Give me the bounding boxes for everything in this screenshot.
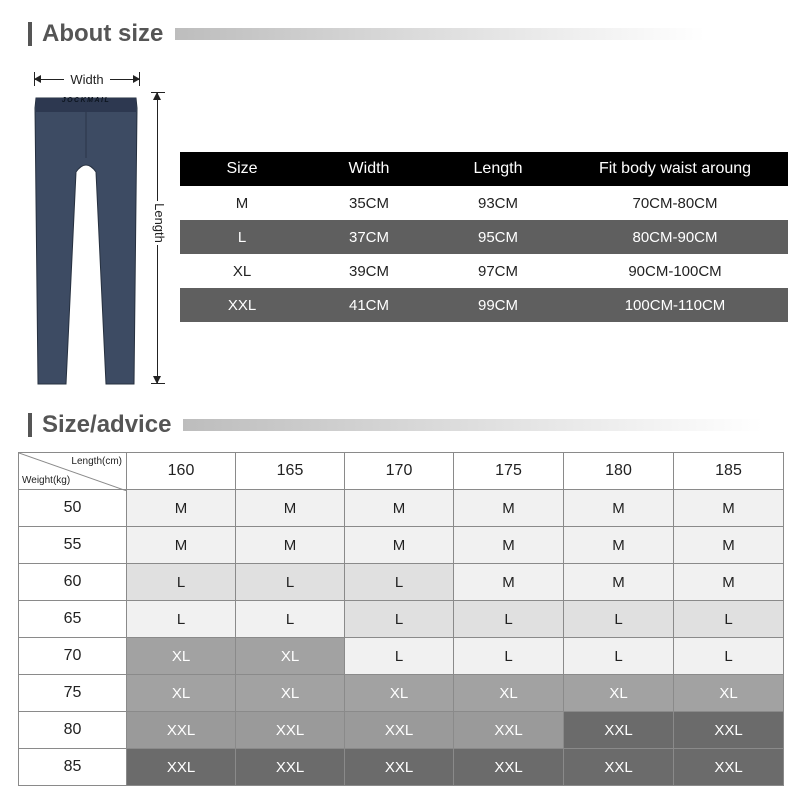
width-header: Width	[304, 152, 434, 186]
size-recommendation-cell: M	[345, 490, 454, 527]
length-cap-bottom	[151, 383, 165, 384]
waist-header: Fit body waist aroung	[562, 152, 788, 186]
size-recommendation-cell: XXL	[236, 712, 345, 749]
size-recommendation-cell: M	[127, 490, 236, 527]
size-recommendation-cell: L	[127, 564, 236, 601]
size-recommendation-cell: XL	[674, 675, 784, 712]
length-column-header: 180	[564, 453, 674, 490]
table-row	[19, 527, 784, 564]
width-label: Width	[70, 71, 104, 87]
corner-cell	[19, 453, 127, 490]
table-row	[19, 490, 784, 527]
size-recommendation-cell: XXL	[345, 712, 454, 749]
size-recommendation-cell: XXL	[674, 712, 784, 749]
length-label: Length	[149, 201, 167, 245]
width-arrow-right	[110, 79, 140, 80]
size-recommendation-cell: XL	[564, 675, 674, 712]
size-header: Size	[180, 152, 304, 186]
size-recommendation-cell: M	[674, 564, 784, 601]
width-arrow-left	[34, 79, 64, 80]
length-column-header: 165	[236, 453, 345, 490]
table-cell: 37CM	[304, 220, 434, 254]
size-recommendation-cell: M	[454, 527, 564, 564]
size-recommendation-cell: XL	[345, 675, 454, 712]
weight-row-header: 75	[19, 675, 127, 712]
table-row	[180, 186, 788, 220]
table-row	[19, 675, 784, 712]
size-recommendation-cell: M	[564, 490, 674, 527]
size-recommendation-cell: L	[236, 601, 345, 638]
size-recommendation-cell: XXL	[564, 749, 674, 786]
size-recommendation-cell: L	[454, 638, 564, 675]
table-row	[19, 749, 784, 786]
table-cell: 70CM-80CM	[562, 186, 788, 220]
weight-row-header: 70	[19, 638, 127, 675]
table-row	[180, 288, 788, 322]
weight-row-header: 85	[19, 749, 127, 786]
size-recommendation-cell: M	[454, 564, 564, 601]
length-column-header: 185	[674, 453, 784, 490]
size-recommendation-cell: XL	[454, 675, 564, 712]
size-recommendation-cell: M	[674, 490, 784, 527]
corner-length-label: Length(cm)	[71, 456, 122, 467]
size-recommendation-cell: XXL	[564, 712, 674, 749]
size-recommendation-cell: M	[345, 527, 454, 564]
size-recommendation-cell: L	[674, 638, 784, 675]
table-row	[180, 254, 788, 288]
size-recommendation-cell: XXL	[454, 749, 564, 786]
table-cell: L	[180, 220, 304, 254]
size-recommendation-cell: L	[454, 601, 564, 638]
size-advice-table	[18, 452, 784, 786]
about-size-title: About size	[42, 20, 164, 47]
size-advice-title: Size/advice	[42, 411, 172, 438]
pants-illustration	[30, 92, 142, 386]
size-recommendation-cell: L	[564, 638, 674, 675]
table-row	[19, 564, 784, 601]
width-dimension	[34, 70, 140, 88]
size-recommendation-cell: M	[236, 490, 345, 527]
size-recommendation-cell: XL	[236, 638, 345, 675]
size-recommendation-cell: XXL	[236, 749, 345, 786]
size-recommendation-cell: M	[127, 527, 236, 564]
table-row	[180, 220, 788, 254]
table-cell: 93CM	[434, 186, 562, 220]
size-recommendation-cell: XL	[127, 638, 236, 675]
weight-row-header: 80	[19, 712, 127, 749]
size-recommendation-cell: M	[674, 527, 784, 564]
size-recommendation-cell: L	[236, 564, 345, 601]
advice-header-row	[19, 453, 784, 490]
size-recommendation-cell: M	[564, 564, 674, 601]
advice-table-body	[19, 490, 784, 786]
size-recommendation-cell: XL	[236, 675, 345, 712]
table-cell: XXL	[180, 288, 304, 322]
weight-row-header: 50	[19, 490, 127, 527]
table-cell: 39CM	[304, 254, 434, 288]
size-recommendation-cell: L	[674, 601, 784, 638]
weight-row-header: 60	[19, 564, 127, 601]
about-size-heading	[28, 19, 705, 49]
brand-logo: JOCKMAIL	[61, 97, 111, 104]
size-table-header-row	[180, 152, 788, 186]
size-recommendation-cell: XXL	[454, 712, 564, 749]
size-recommendation-cell: L	[345, 638, 454, 675]
length-arrow-up	[153, 92, 161, 100]
size-recommendation-cell: XL	[127, 675, 236, 712]
table-cell: XL	[180, 254, 304, 288]
table-row	[19, 712, 784, 749]
size-recommendation-cell: XXL	[345, 749, 454, 786]
length-column-header: 175	[454, 453, 564, 490]
size-recommendation-cell: XXL	[674, 749, 784, 786]
table-cell: 100CM-110CM	[562, 288, 788, 322]
table-cell: 41CM	[304, 288, 434, 322]
size-recommendation-cell: XXL	[127, 712, 236, 749]
corner-weight-label: Weight(kg)	[22, 475, 71, 486]
table-cell: 95CM	[434, 220, 562, 254]
size-recommendation-cell: M	[454, 490, 564, 527]
size-recommendation-cell: L	[564, 601, 674, 638]
size-recommendation-cell: L	[127, 601, 236, 638]
heading-accent-bar	[28, 413, 32, 437]
size-table	[180, 152, 788, 322]
size-recommendation-cell: L	[345, 564, 454, 601]
length-dimension	[150, 92, 166, 384]
size-recommendation-cell: M	[564, 527, 674, 564]
size-recommendation-cell: M	[236, 527, 345, 564]
width-tick-right	[139, 72, 140, 86]
table-cell: 80CM-90CM	[562, 220, 788, 254]
table-row	[19, 601, 784, 638]
table-cell: 35CM	[304, 186, 434, 220]
length-column-header: 160	[127, 453, 236, 490]
table-cell: 99CM	[434, 288, 562, 322]
heading-accent-bar	[28, 22, 32, 46]
table-cell: M	[180, 186, 304, 220]
table-cell: 90CM-100CM	[562, 254, 788, 288]
size-advice-heading	[28, 410, 763, 440]
length-column-header: 170	[345, 453, 454, 490]
weight-row-header: 65	[19, 601, 127, 638]
table-cell: 97CM	[434, 254, 562, 288]
size-recommendation-cell: XXL	[127, 749, 236, 786]
table-row	[19, 638, 784, 675]
heading-gradient-line	[183, 419, 763, 431]
weight-row-header: 55	[19, 527, 127, 564]
size-recommendation-cell: L	[345, 601, 454, 638]
length-header: Length	[434, 152, 562, 186]
heading-gradient-line	[175, 28, 705, 40]
